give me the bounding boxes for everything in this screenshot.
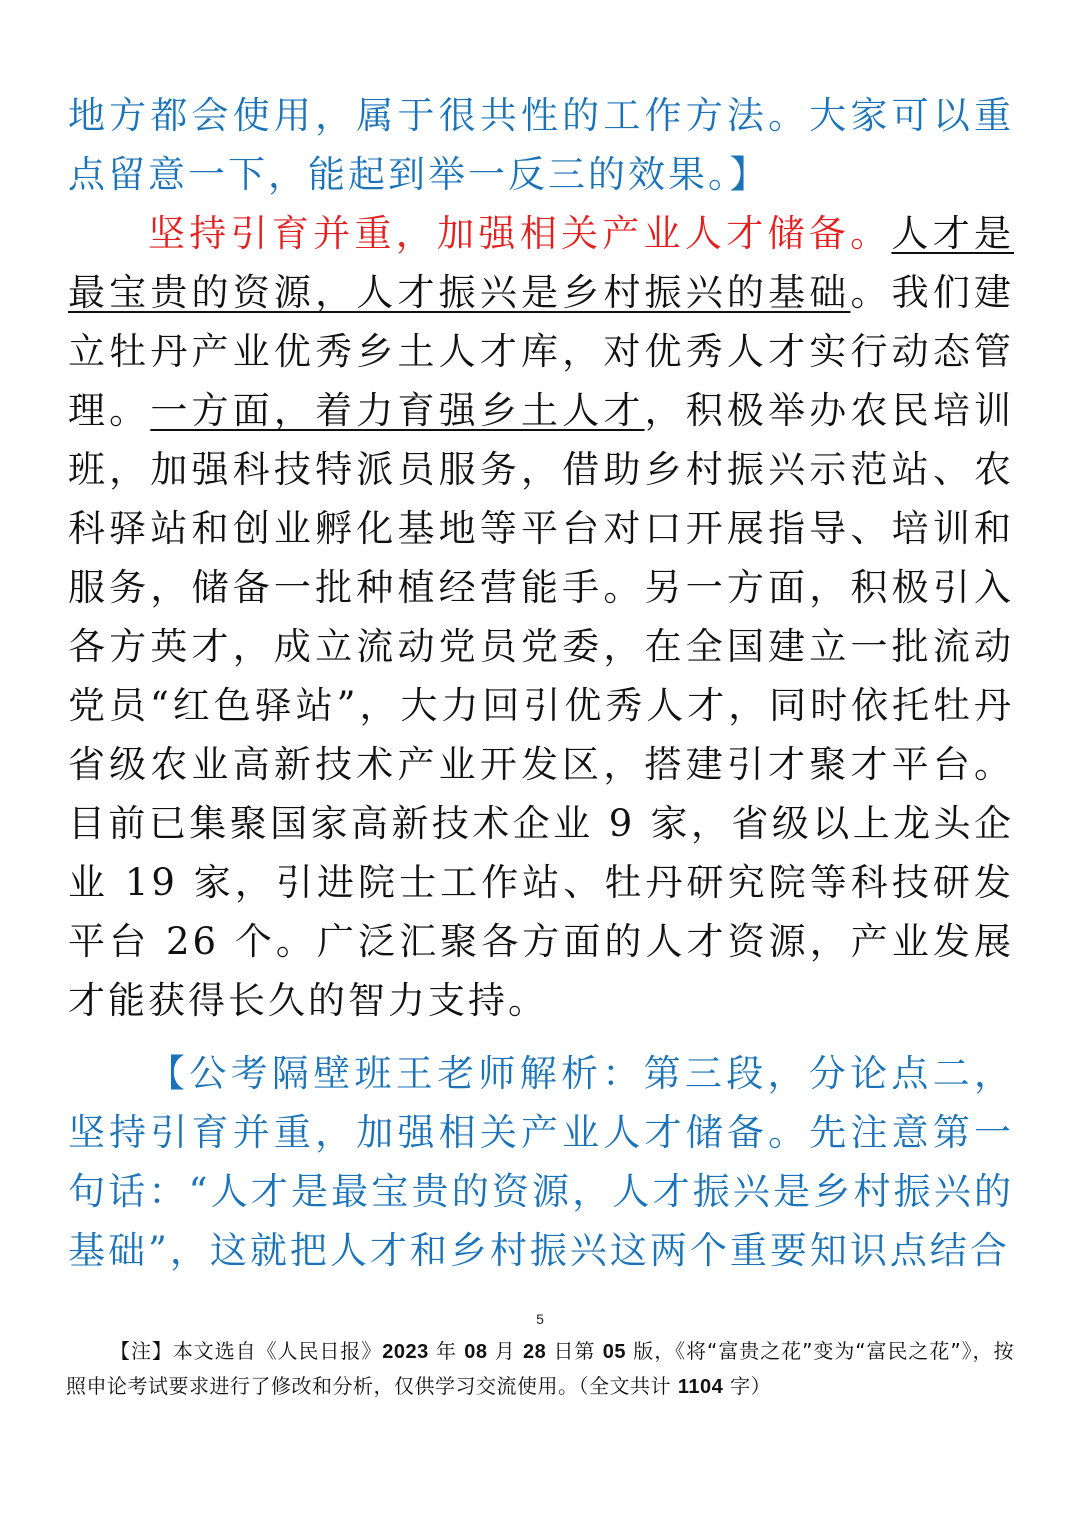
footnote	[66, 1334, 1014, 1404]
footnote-text: 月	[487, 1339, 524, 1363]
page-number: 5	[536, 1311, 544, 1327]
footnote-year: 2023	[382, 1341, 429, 1363]
footnote-word-count: 1104	[677, 1376, 724, 1398]
document-body	[68, 86, 1014, 1280]
underlined-key-sentence: 人才是最宝贵的资源，人才振兴是乡村振兴的基础	[68, 212, 1015, 314]
footnote-text: 版，《将“富贵之花”变为“富民之花”》，按照申论考试要求进行了修改和分析，仅供学习交流使用。（全文共计	[66, 1339, 1014, 1398]
underlined-key-phrase: 一方面，着力育强乡土人才	[150, 389, 645, 432]
footnote-text: 日第	[546, 1339, 603, 1363]
body-text: 。我们建立牡丹产业优秀乡土人才库，对优秀人才实行动态管理。	[68, 271, 1015, 432]
analysis-paragraph: 【公考隔壁班王老师解析：第三段，分论点二，坚持引育并重，加强相关产业人才储备。先注意第一句话：“人才是最宝贵的资源，人才振兴是乡村振兴的基础”，这就把人才和乡村振兴这两个重要知识点结合	[68, 1052, 1014, 1272]
footnote-day: 28	[523, 1341, 547, 1363]
footnote-text: 年	[428, 1339, 465, 1363]
main-paragraph	[68, 204, 1014, 1030]
footnote-text: 【注】本文选自《人民日报》	[110, 1339, 383, 1363]
footnote-text: 字）	[723, 1374, 772, 1398]
section-heading: 坚持引育并重，加强相关产业人才储备。	[148, 212, 892, 255]
body-text: ，积极举办农民培训班，加强科技特派员服务，借助乡村振兴示范站、农科驿站和创业孵化基地等平台对口开展指导、培训和服务，储备一批种植经营能手。另一方面，积极引入各方英才，成立流动党员党委，在全国建立一批流动党员“红色驿站”，大力回引优秀人才，同时依托牡丹省级农业高新技术产业开发区，搭建引才聚才平台。目前已集聚国家高新技术企业 9 家，省级以上龙头企业 19 家，引进院士工作站、牡丹研究院等科技研发平台 26 个。广泛汇聚各方面的人才资源，产业发展才能获得长久的智力支持。	[68, 389, 1015, 1022]
footnote-month: 08	[464, 1341, 488, 1363]
analysis-continuation: 地方都会使用，属于很共性的工作方法。大家可以重点留意一下，能起到举一反三的效果。】	[68, 94, 1014, 196]
footnote-edition: 05	[602, 1341, 626, 1363]
